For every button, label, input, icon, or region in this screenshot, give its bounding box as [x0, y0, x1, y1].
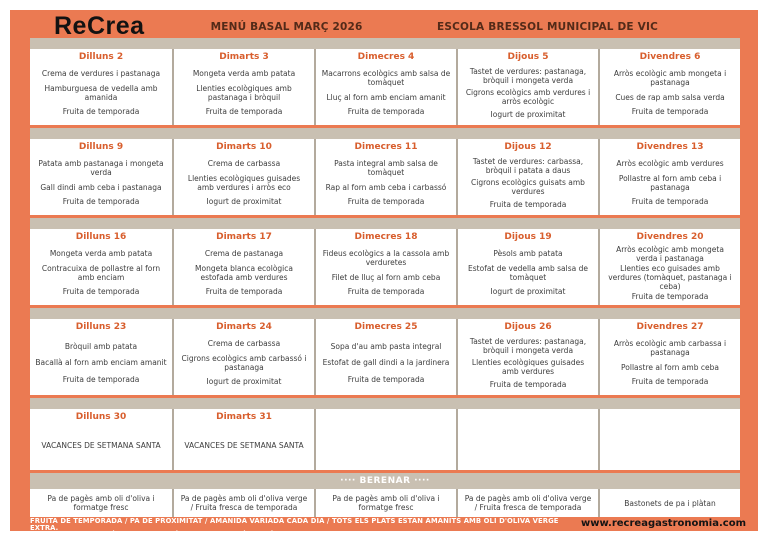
- day-cell: [456, 139, 598, 215]
- menu-item: Contracuixa de pollastre al forn amb enciam: [41, 263, 161, 282]
- week-block: [30, 128, 740, 215]
- day-items: [30, 243, 172, 305]
- day-title: Dilluns 16: [75, 232, 127, 242]
- day-title: Dimarts 10: [216, 142, 272, 152]
- day-items: [30, 153, 172, 215]
- menu-item: Pèsols amb patata: [493, 249, 563, 259]
- day-cell: [172, 139, 314, 215]
- day-cell: [456, 49, 598, 125]
- day-cell: [172, 409, 314, 470]
- berenar-title: ···· BERENAR ····: [340, 476, 430, 486]
- day-title: Dijous 19: [504, 232, 552, 242]
- menu-item: Gall dindi amb ceba i pastanaga: [40, 182, 162, 192]
- day-items: [458, 63, 598, 125]
- day-title: Dimarts 31: [216, 412, 272, 422]
- menu-item: Llenties eco guisades amb verdures (tomàquet, pastanaga i ceba): [608, 263, 732, 291]
- menu-item: Sopa d'au amb pasta integral: [330, 341, 442, 351]
- menu-title: MENÚ BASAL MARÇ 2026: [210, 21, 363, 33]
- day-title: Divendres 20: [636, 232, 704, 242]
- day-cell: [598, 409, 740, 470]
- day-title: Dimarts 3: [219, 52, 269, 62]
- menu-item: Hamburguesa de vedella amb amanida: [44, 83, 158, 102]
- menu-item: Bacallà al forn amb enciam amanit: [35, 358, 167, 368]
- day-items: [600, 153, 740, 215]
- berenar-band: [30, 473, 740, 489]
- day-items: [316, 153, 456, 215]
- menu-item: Cues de rap amb salsa verda: [615, 92, 725, 102]
- day-title: Dimarts 24: [216, 322, 272, 332]
- menu-item: Fruita de temporada: [347, 287, 425, 297]
- week-row: [30, 229, 740, 305]
- day-cell: [598, 49, 740, 125]
- menu-item: Tastet de verdures: carbassa, bròquil i patata a daus: [472, 157, 584, 176]
- menu-item: VACANCES DE SETMANA SANTA: [41, 440, 161, 450]
- week-block: [30, 308, 740, 395]
- menu-item: Iogurt de proximitat: [490, 109, 566, 119]
- week-block: [30, 38, 740, 125]
- day-cell: [172, 49, 314, 125]
- menu-item: Crema de pastanaga: [204, 249, 284, 259]
- day-cell: [172, 319, 314, 395]
- menu-item: Iogurt de proximitat: [206, 377, 282, 387]
- menu-item: Filet de lluç al forn amb ceba: [331, 272, 441, 282]
- day-cell: [30, 319, 172, 395]
- menu-item: Fruita de temporada: [631, 107, 709, 117]
- week-row: [30, 49, 740, 125]
- calendar-grid: [30, 38, 740, 517]
- menu-item: Crema de carbassa: [207, 159, 281, 169]
- menu-item: Fruita de temporada: [631, 291, 709, 301]
- website-link[interactable]: www.recreagastronomia.com: [580, 518, 746, 529]
- day-items: [30, 333, 172, 395]
- menu-item: Fruita de temporada: [62, 107, 140, 117]
- day-items: [316, 333, 456, 395]
- menu-item: Fruita de temporada: [489, 379, 567, 389]
- menu-item: Fruita de temporada: [205, 287, 283, 297]
- day-items: [174, 153, 314, 215]
- berenar-cell: Bastonets de pa i plàtan: [598, 489, 740, 517]
- menu-item: Fruita de temporada: [631, 377, 709, 387]
- day-cell: [30, 139, 172, 215]
- day-items: [174, 243, 314, 305]
- day-cell: [598, 319, 740, 395]
- day-title: Dijous 5: [507, 52, 549, 62]
- berenar-cell: Pa de pagès amb oli d'oliva i formatge fresc: [314, 489, 456, 517]
- day-cell: [314, 409, 456, 470]
- footer-note-1: FRUITA DE TEMPORADA / PA DE PROXIMITAT / AMANIDA VARIADA CADA DIA / TOTS ELS PLATS ESTAN AMANITS AMB OLI D'OLIVA VERGE EXTRA.: [30, 517, 559, 533]
- menu-calendar-page: [10, 10, 758, 540]
- week-row: [30, 139, 740, 215]
- menu-item: Fruita de temporada: [62, 375, 140, 385]
- footer-note-2: LES LLEGUMS, L'ARRÒS I LA PASTA SÓN DE PRODUCCIÓ ECOLÒGICA.: [30, 531, 297, 540]
- menu-item: Crema de verdures i pastanaga: [41, 69, 161, 79]
- menu-item: Fruita de temporada: [347, 375, 425, 385]
- menu-item: VACANCES DE SETMANA SANTA: [184, 440, 304, 450]
- menu-item: Tastet de verdures: pastanaga, bròquil i mongeta verda: [469, 337, 587, 356]
- day-title: Dimarts 17: [216, 232, 272, 242]
- day-items: [316, 63, 456, 125]
- menu-item: Mongeta blanca ecològica estofada amb verdures: [195, 263, 293, 282]
- day-title: Divendres 6: [639, 52, 701, 62]
- menu-item: Iogurt de proximitat: [490, 287, 566, 297]
- day-items: [174, 63, 314, 125]
- menu-item: Bròquil amb patata: [64, 341, 138, 351]
- week-separator-band: [30, 128, 740, 139]
- day-title: Dilluns 23: [75, 322, 127, 332]
- week-row: [30, 319, 740, 395]
- menu-item: Arròs ecològic amb verdures: [616, 159, 724, 169]
- day-cell: [172, 229, 314, 305]
- day-cell: [314, 139, 456, 215]
- week-row: [30, 409, 740, 470]
- menu-item: Crema de carbassa: [207, 339, 281, 349]
- menu-item: Estofat de vedella amb salsa de tomàquet: [468, 263, 588, 282]
- recrea-logo: ReCrea: [54, 12, 145, 40]
- day-title: Dilluns 30: [75, 412, 127, 422]
- day-cell: [30, 49, 172, 125]
- day-title: Dijous 12: [504, 142, 552, 152]
- day-items: [30, 63, 172, 125]
- day-items: [600, 243, 740, 305]
- menu-item: Fruita de temporada: [631, 197, 709, 207]
- menu-item: Fruita de temporada: [62, 287, 140, 297]
- day-items: [600, 63, 740, 125]
- menu-item: Rap al forn amb ceba i carbassó: [325, 182, 447, 192]
- day-title: Dilluns 9: [78, 142, 124, 152]
- menu-item: Fruita de temporada: [489, 199, 567, 209]
- menu-item: Fruita de temporada: [205, 107, 283, 117]
- berenar-cell: Pa de pagès amb oli d'oliva i formatge fresc: [47, 494, 155, 512]
- menu-item: Macarrons ecològics amb salsa de tomàquet: [321, 69, 451, 88]
- footer-notes: [30, 518, 571, 540]
- day-items: [316, 243, 456, 305]
- page-header: [10, 10, 758, 38]
- menu-item: Tastet de verdures: pastanaga, bròquil i mongeta verda: [469, 67, 587, 86]
- menu-item: Iogurt de proximitat: [206, 197, 282, 207]
- school-name: ESCOLA BRESSOL MUNICIPAL DE VIC: [437, 21, 658, 33]
- menu-item: Llenties ecològiques amb pastanaga i bròquil: [196, 83, 292, 102]
- day-cell: [314, 319, 456, 395]
- day-items: [316, 413, 456, 470]
- day-cell: [456, 409, 598, 470]
- week-separator-band: [30, 398, 740, 409]
- day-title: Divendres 27: [636, 322, 704, 332]
- day-title: Dilluns 2: [78, 52, 124, 62]
- day-cell: [598, 229, 740, 305]
- menu-item: Patata amb pastanaga i mongeta verda: [38, 159, 164, 178]
- page-footer: [10, 517, 758, 540]
- day-cell: [456, 229, 598, 305]
- day-title: Dimecres 11: [354, 142, 418, 152]
- menu-item: Fideus ecològics a la cassola amb verduretes: [322, 249, 450, 268]
- menu-item: Cigrons ecològics amb carbassó i pastanaga: [181, 353, 307, 372]
- menu-item: Arròs ecològic amb carbassa i pastanaga: [613, 339, 727, 358]
- day-cell: [314, 229, 456, 305]
- menu-item: Arròs ecològic amb mongeta verda i pastanaga: [616, 244, 724, 263]
- menu-item: Mongeta verda amb patata: [192, 69, 296, 79]
- menu-item: Fruita de temporada: [347, 197, 425, 207]
- menu-item: Fruita de temporada: [62, 197, 140, 207]
- day-items: [30, 423, 172, 470]
- day-items: [458, 333, 598, 395]
- menu-item: Llenties ecològiques guisades amb verdures i arròs eco: [187, 173, 301, 192]
- day-items: [174, 333, 314, 395]
- day-cell: [314, 49, 456, 125]
- week-separator-band: [30, 218, 740, 229]
- day-items: [458, 413, 598, 470]
- weeks-container: [30, 38, 740, 470]
- menu-item: Mongeta verda amb patata: [49, 249, 153, 259]
- menu-item: Pasta integral amb salsa de tomàquet: [334, 159, 438, 178]
- day-title: Dimecres 18: [354, 232, 418, 242]
- day-title: Dimecres 25: [354, 322, 418, 332]
- day-cell: [598, 139, 740, 215]
- day-items: [600, 333, 740, 395]
- day-items: [600, 413, 740, 470]
- menu-item: Arròs ecològic amb mongeta i pastanaga: [613, 69, 727, 88]
- menu-item: Cigrons ecològics guisats amb verdures: [471, 178, 585, 197]
- menu-item: Pollastre al forn amb ceba i pastanaga: [618, 173, 722, 192]
- berenar-row: [30, 489, 740, 517]
- menu-item: Llenties ecològiques guisades amb verdures: [471, 358, 585, 377]
- menu-item: Fruita de temporada: [347, 107, 425, 117]
- berenar-cell: Pa de pagès amb oli d'oliva verge / Fruita fresca de temporada: [456, 489, 598, 517]
- menu-item: Cigrons ecològics amb verdures i arròs ecològic: [465, 88, 591, 107]
- day-cell: [30, 229, 172, 305]
- day-title: Dimecres 4: [357, 52, 415, 62]
- week-block: [30, 218, 740, 305]
- day-items: [174, 423, 314, 470]
- day-items: [458, 153, 598, 215]
- berenar-cell: Pa de pagès amb oli d'oliva verge / Fruita fresca de temporada: [172, 489, 314, 517]
- menu-item: Pollastre al forn amb ceba: [621, 362, 719, 372]
- day-title: Divendres 13: [636, 142, 704, 152]
- week-separator-band: [30, 308, 740, 319]
- day-cell: [456, 319, 598, 395]
- week-block: [30, 398, 740, 470]
- day-cell: [30, 409, 172, 470]
- menu-item: Estofat de gall dindi a la jardinera: [322, 358, 450, 368]
- day-title: Dijous 26: [504, 322, 552, 332]
- day-items: [458, 243, 598, 305]
- menu-item: Lluç al forn amb enciam amanit: [326, 92, 446, 102]
